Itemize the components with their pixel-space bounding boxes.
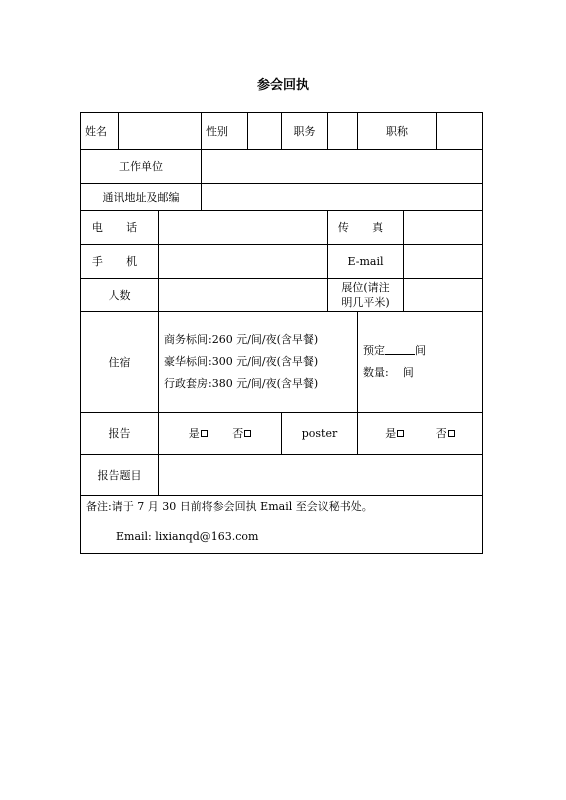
form-title: 参会回执 xyxy=(256,78,309,93)
reserve-line xyxy=(363,340,478,362)
report-yes-checkbox[interactable] xyxy=(201,430,208,437)
note-text: 备注:请于 7 月 30 日前将参会回执 Email 至会议秘书处。 xyxy=(86,500,373,513)
gender-field[interactable] xyxy=(248,113,282,150)
quantity-unit: 间 xyxy=(402,366,414,379)
quantity-line xyxy=(363,362,478,384)
poster-no-checkbox[interactable] xyxy=(448,430,455,437)
address-label: 通讯地址及邮编 xyxy=(81,184,202,211)
note-section xyxy=(81,496,483,554)
poster-label: poster xyxy=(282,413,358,455)
email-label: E-mail xyxy=(328,245,404,279)
poster-choice xyxy=(358,413,483,455)
lodging-option-executive: 行政套房:380 元/间/夜(含早餐) xyxy=(164,377,319,390)
poster-no-label: 否 xyxy=(435,427,447,440)
report-no-checkbox[interactable] xyxy=(244,430,251,437)
lodging-option-business: 商务标间:260 元/间/夜(含早餐) xyxy=(164,333,319,346)
job-title-field[interactable] xyxy=(437,113,483,150)
booth-label: 展位(请注明几平米) xyxy=(328,279,404,312)
registration-form xyxy=(80,112,483,554)
fax-field[interactable] xyxy=(404,211,483,245)
address-field[interactable] xyxy=(202,184,483,211)
poster-yes-checkbox[interactable] xyxy=(397,430,404,437)
gender-label: 性别 xyxy=(202,113,248,150)
report-choice xyxy=(159,413,282,455)
reserve-unit: 间 xyxy=(415,344,426,357)
lodging-options xyxy=(159,312,358,413)
lodging-option-deluxe: 豪华标间:300 元/间/夜(含早餐) xyxy=(164,355,319,368)
quantity-label: 数量: xyxy=(363,366,389,379)
reserve-label: 预定 xyxy=(363,344,385,357)
people-label: 人数 xyxy=(81,279,159,312)
report-title-field[interactable] xyxy=(159,455,483,496)
mobile-field[interactable] xyxy=(159,245,328,279)
name-label: 姓名 xyxy=(81,113,119,150)
position-label: 职务 xyxy=(282,113,328,150)
report-yes-label: 是 xyxy=(188,427,200,440)
fax-label: 传 真 xyxy=(328,211,404,245)
report-title-label: 报告题目 xyxy=(81,455,159,496)
phone-field[interactable] xyxy=(159,211,328,245)
work-unit-label: 工作单位 xyxy=(81,150,202,184)
position-field[interactable] xyxy=(328,113,358,150)
lodging-label: 住宿 xyxy=(81,312,159,413)
poster-yes-label: 是 xyxy=(385,427,397,440)
job-title-label: 职称 xyxy=(358,113,437,150)
report-label: 报告 xyxy=(81,413,159,455)
people-field[interactable] xyxy=(159,279,328,312)
name-field[interactable] xyxy=(119,113,202,150)
reserve-blank[interactable] xyxy=(385,343,415,355)
work-unit-field[interactable] xyxy=(202,150,483,184)
booth-field[interactable] xyxy=(404,279,483,312)
phone-label: 电 话 xyxy=(81,211,159,245)
mobile-label: 手 机 xyxy=(81,245,159,279)
report-no-label: 否 xyxy=(232,427,244,440)
email-field[interactable] xyxy=(404,245,483,279)
lodging-reservation xyxy=(358,312,483,413)
note-email: Email: lixianqd@163.com xyxy=(116,530,259,543)
